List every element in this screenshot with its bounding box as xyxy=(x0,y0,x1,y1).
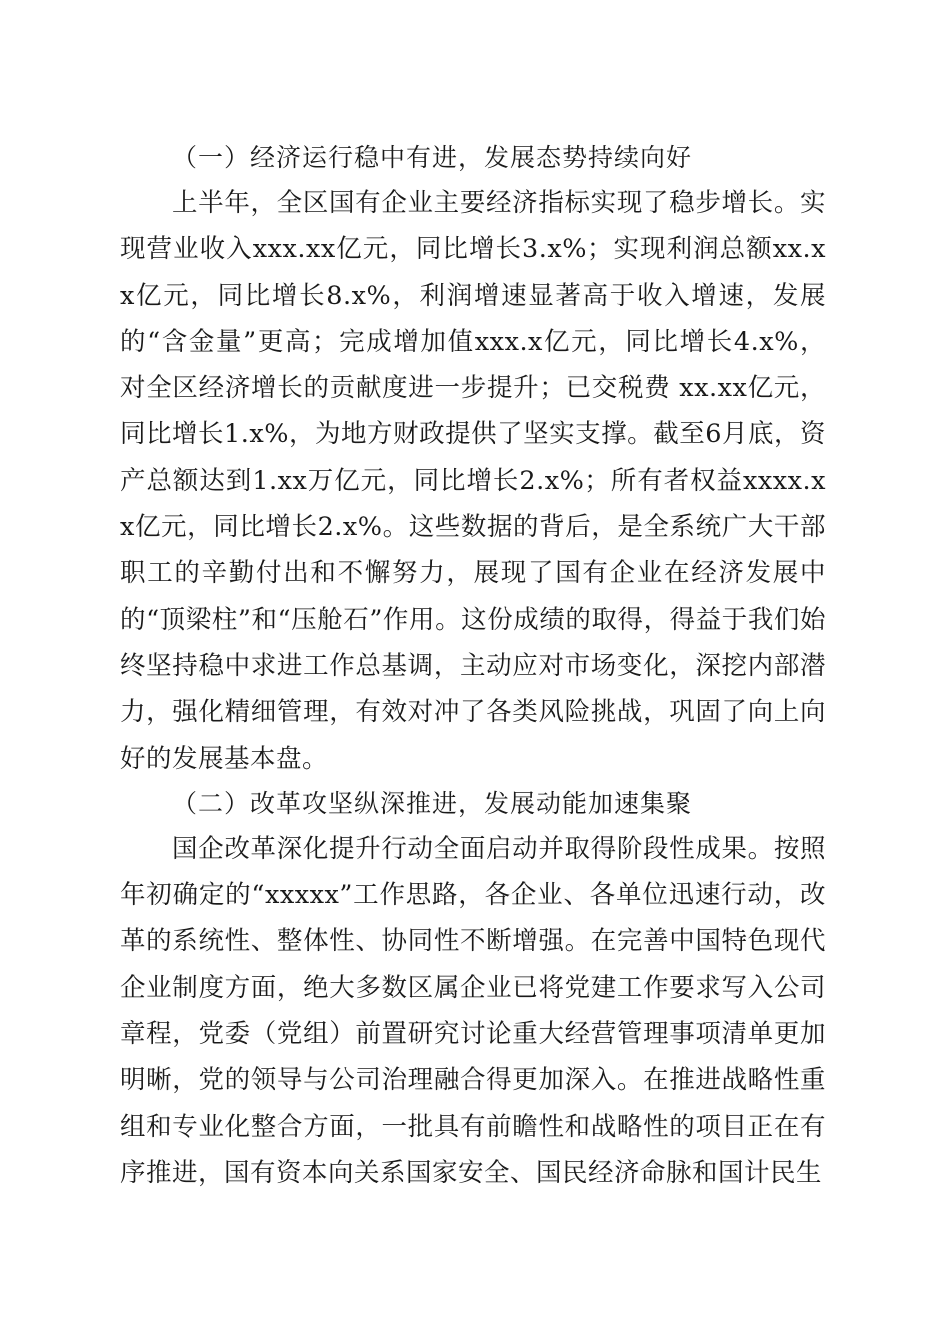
section-heading-1: （一）经济运行稳中有进，发展态势持续向好 xyxy=(172,143,693,172)
section-heading-2: （二）改革攻坚纵深推进，发展动能加速集聚 xyxy=(172,788,693,818)
document-body xyxy=(120,136,826,1196)
section-paragraph-2: 国企改革深化提升行动全面启动并取得阶段性成果。按照年初确定的“xxxxx”工作思路，各企业、各单位迅速行动，改革的系统性、整体性、协同性不断增强。在完善中国特色现代企业制度方面，绝大多数区属企业已将党建工作要求写入公司章程，党委（党组）前置研究讨论重大经营管理事项清单更加明晰，党的领导与公司治理融合得更加深入。在推进战略性重组和专业化整合方面，一批具有前瞻性和战略性的项目正在有序推进，国有资本向关系国家安全、国民经济命脉和国计民生 xyxy=(120,833,826,1188)
section-paragraph-1: 上半年，全区国有企业主要经济指标实现了稳步增长。实现营业收入xxx.xx亿元，同比增长3.x%；实现利润总额xx.xx亿元，同比增长8.x%，利润增速显著高于收入增速，发展的“含金量”更高；完成增加值xxx.x亿元，同比增长4.x%，对全区经济增长的贡献度进一步提升；已交税费 xx.xx亿元，同比增长1.x%，为地方财政提供了坚实支撑。截至6月底，资产总额达到1.xx万亿元，同比增长2.x%；所有者权益xxxx.xx亿元，同比增长2.x%。这些数据的背后，是全系统广大干部职工的辛勤付出和不懈努力，展现了国有企业在经济发展中的“顶梁柱”和“压舱石”作用。这份成绩的取得，得益于我们始终坚持稳中求进工作总基调，主动应对市场变化，深挖内部潜力，强化精细管理，有效对冲了各类风险挑战，巩固了向上向好的发展基本盘。 xyxy=(120,188,826,774)
